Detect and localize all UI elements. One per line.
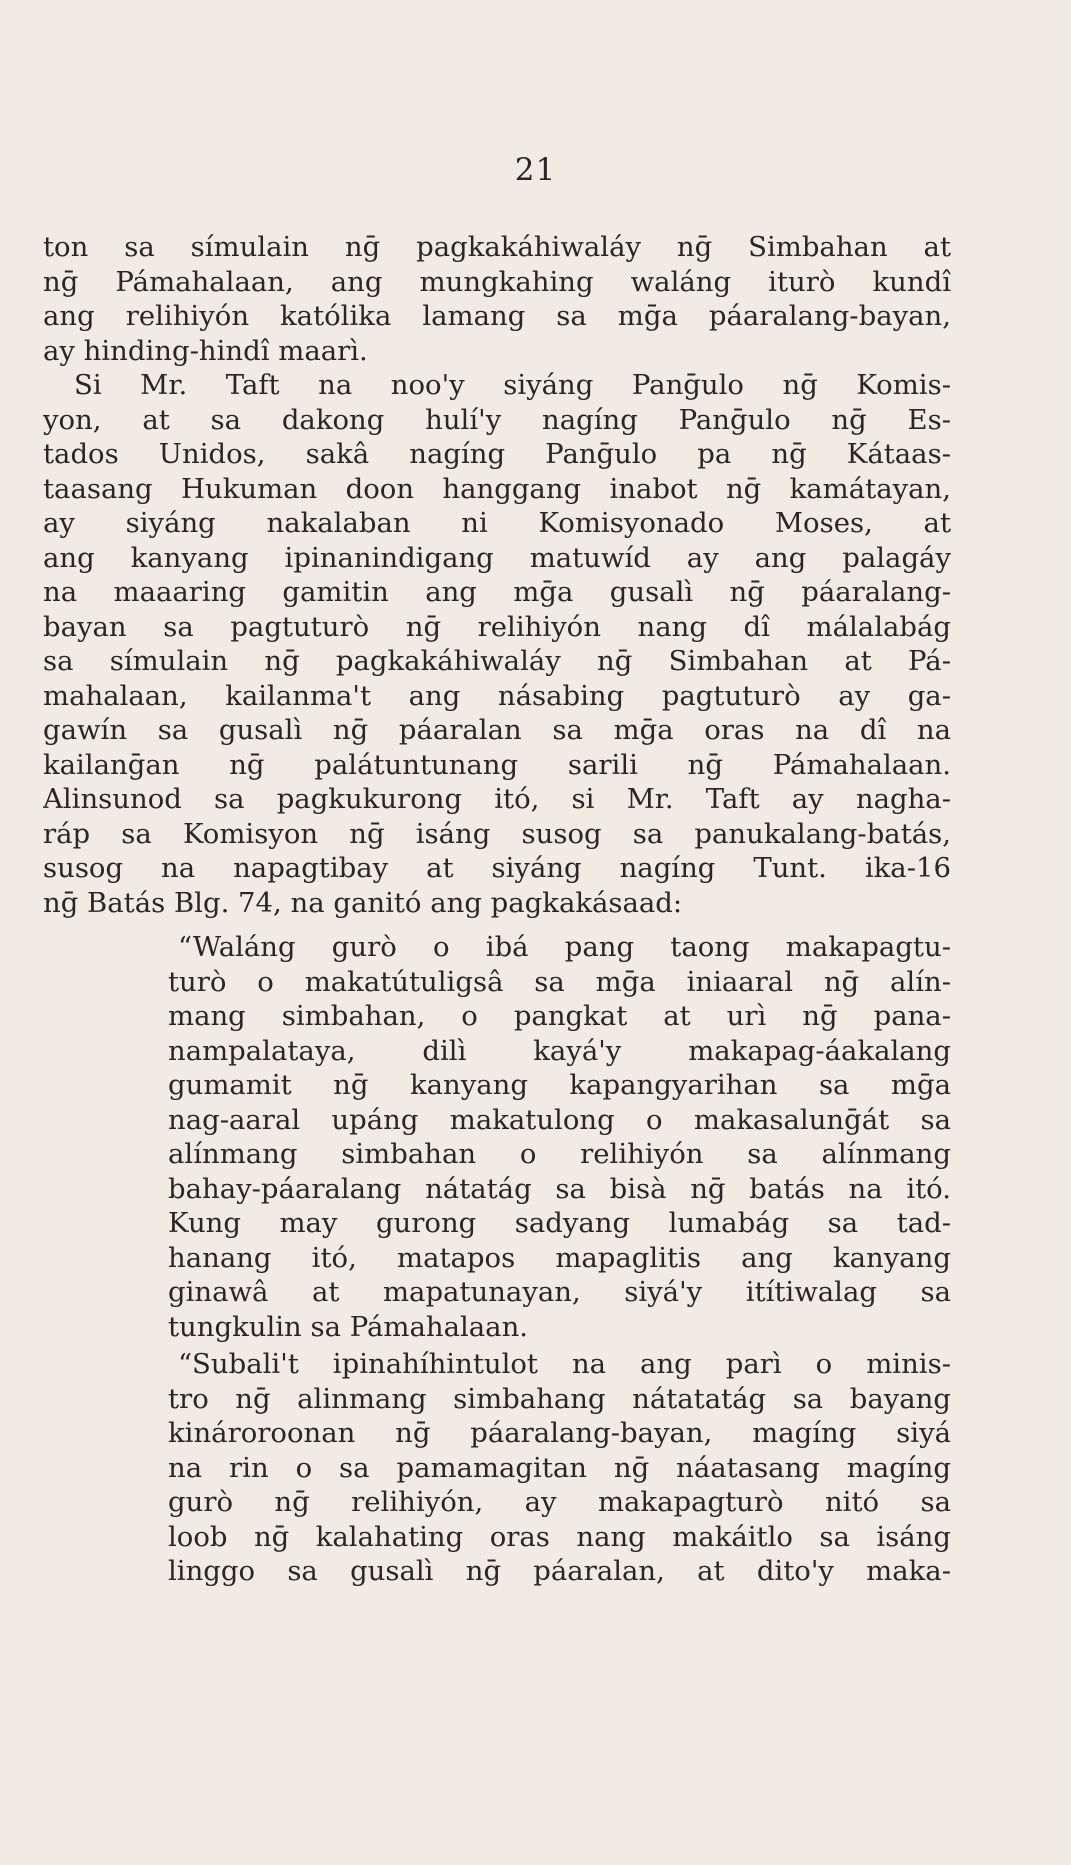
text-line: tro nḡ alinmang simbahang nátatatág sa bayang [168,1382,951,1415]
text-line: alínmang simbahan o relihiyón sa alínmang [168,1138,951,1170]
text-line: loob nḡ kalahating oras nang makáitlo sa isáng [168,1520,951,1553]
text-line: mahalaan, kailanma't ang násabing pagtuturò ay ga- [43,679,951,712]
text-line: kailanḡan nḡ palátuntunang sarili nḡ Pámahalaan. [43,748,951,781]
text-line: ay hinding-hindî maarì. [43,334,368,367]
text-line: ang relihiyón katólika lamang sa mḡa páaralang-bayan, [43,300,951,332]
text-line: kinároroonan nḡ páaralang-bayan, magíng siyá [168,1417,951,1449]
text-line: sa símulain nḡ pagkakáhiwaláy nḡ Simbahan at Pá- [43,645,951,677]
text-line: na rin o sa pamamagitan nḡ náatasang magíng [168,1451,951,1484]
text-line: hanang itó, matapos mapaglitis ang kanyang [168,1241,951,1274]
text-line: ginawâ at mapatunayan, siyá'y itítiwalag sa [168,1276,951,1308]
text-line: tados Unidos, sakâ nagíng Panḡulo pa nḡ Kátaas- [43,438,951,470]
text-line: Alinsunod sa pagkukurong itó, si Mr. Taft ay nagha- [43,783,951,815]
text-line: turò o makatútuligsâ sa mḡa iniaaral nḡ alín- [168,965,951,998]
quote-paragraph-2 [168,1347,951,1589]
page-number: 21 [514,152,557,188]
text-line: gumamit nḡ kanyang kapangyarihan sa mḡa [168,1069,951,1101]
text-line: nḡ Batás Blg. 74, na ganitó ang pagkakásaad: [43,886,683,919]
text-line: yon, at sa dakong hulí'y nagíng Panḡulo nḡ Es- [43,403,951,436]
text-line: bahay-páaralang nátatág sa bisà nḡ batás na itó. [168,1172,951,1205]
text-line: gurò nḡ relihiyón, ay makapagturò nitó sa [168,1486,951,1518]
text-line: mang simbahan, o pangkat at urì nḡ pana- [168,1000,951,1032]
text-line: linggo sa gusalì nḡ páaralan, at dito'y maka- [168,1555,951,1587]
text-line: “Waláng gurò o ibá pang taong makapagtu- [178,931,951,963]
paragraph-1 [43,230,951,368]
block-quote [168,930,951,1589]
text-line: susog na napagtibay at siyáng nagíng Tunt. ika-16 [43,852,951,884]
text-line: nag-aaral upáng makatulong o makasalunḡát sa [168,1103,951,1136]
body-text [43,230,951,1589]
text-line: bayan sa pagtuturò nḡ relihiyón nang dî málalabág [43,610,951,643]
text-line: na maaaring gamitin ang mḡa gusalì nḡ páaralang- [43,576,951,608]
text-line: ráp sa Komisyon nḡ isáng susog sa panukalang-batás, [43,817,951,850]
text-line: Si Mr. Taft na noo'y siyáng Panḡulo nḡ Komis- [74,369,951,401]
text-line: tungkulin sa Pámahalaan. [168,1310,529,1343]
text-line: “Subali't ipinahíhintulot na ang parì o minis- [178,1348,951,1380]
text-line: ang kanyang ipinanindigang matuwíd ay ang palagáy [43,541,951,574]
text-line: nḡ Pámahalaan, ang mungkahing waláng iturò kundî [43,265,951,298]
quote-paragraph-1 [168,930,951,1344]
text-line: nampalataya, dilì kayá'y makapag-áakalang [168,1034,951,1067]
text-line: Kung may gurong sadyang lumabág sa tad- [168,1207,951,1239]
text-line: ay siyáng nakalaban ni Komisyonado Moses, at [43,507,951,539]
text-line: ton sa símulain nḡ pagkakáhiwaláy nḡ Simbahan at [43,231,951,263]
paragraph-2 [43,368,951,920]
text-line: gawín sa gusalì nḡ páaralan sa mḡa oras na dî na [43,714,951,746]
text-line: taasang Hukuman doon hanggang inabot nḡ kamátayan, [43,472,951,505]
